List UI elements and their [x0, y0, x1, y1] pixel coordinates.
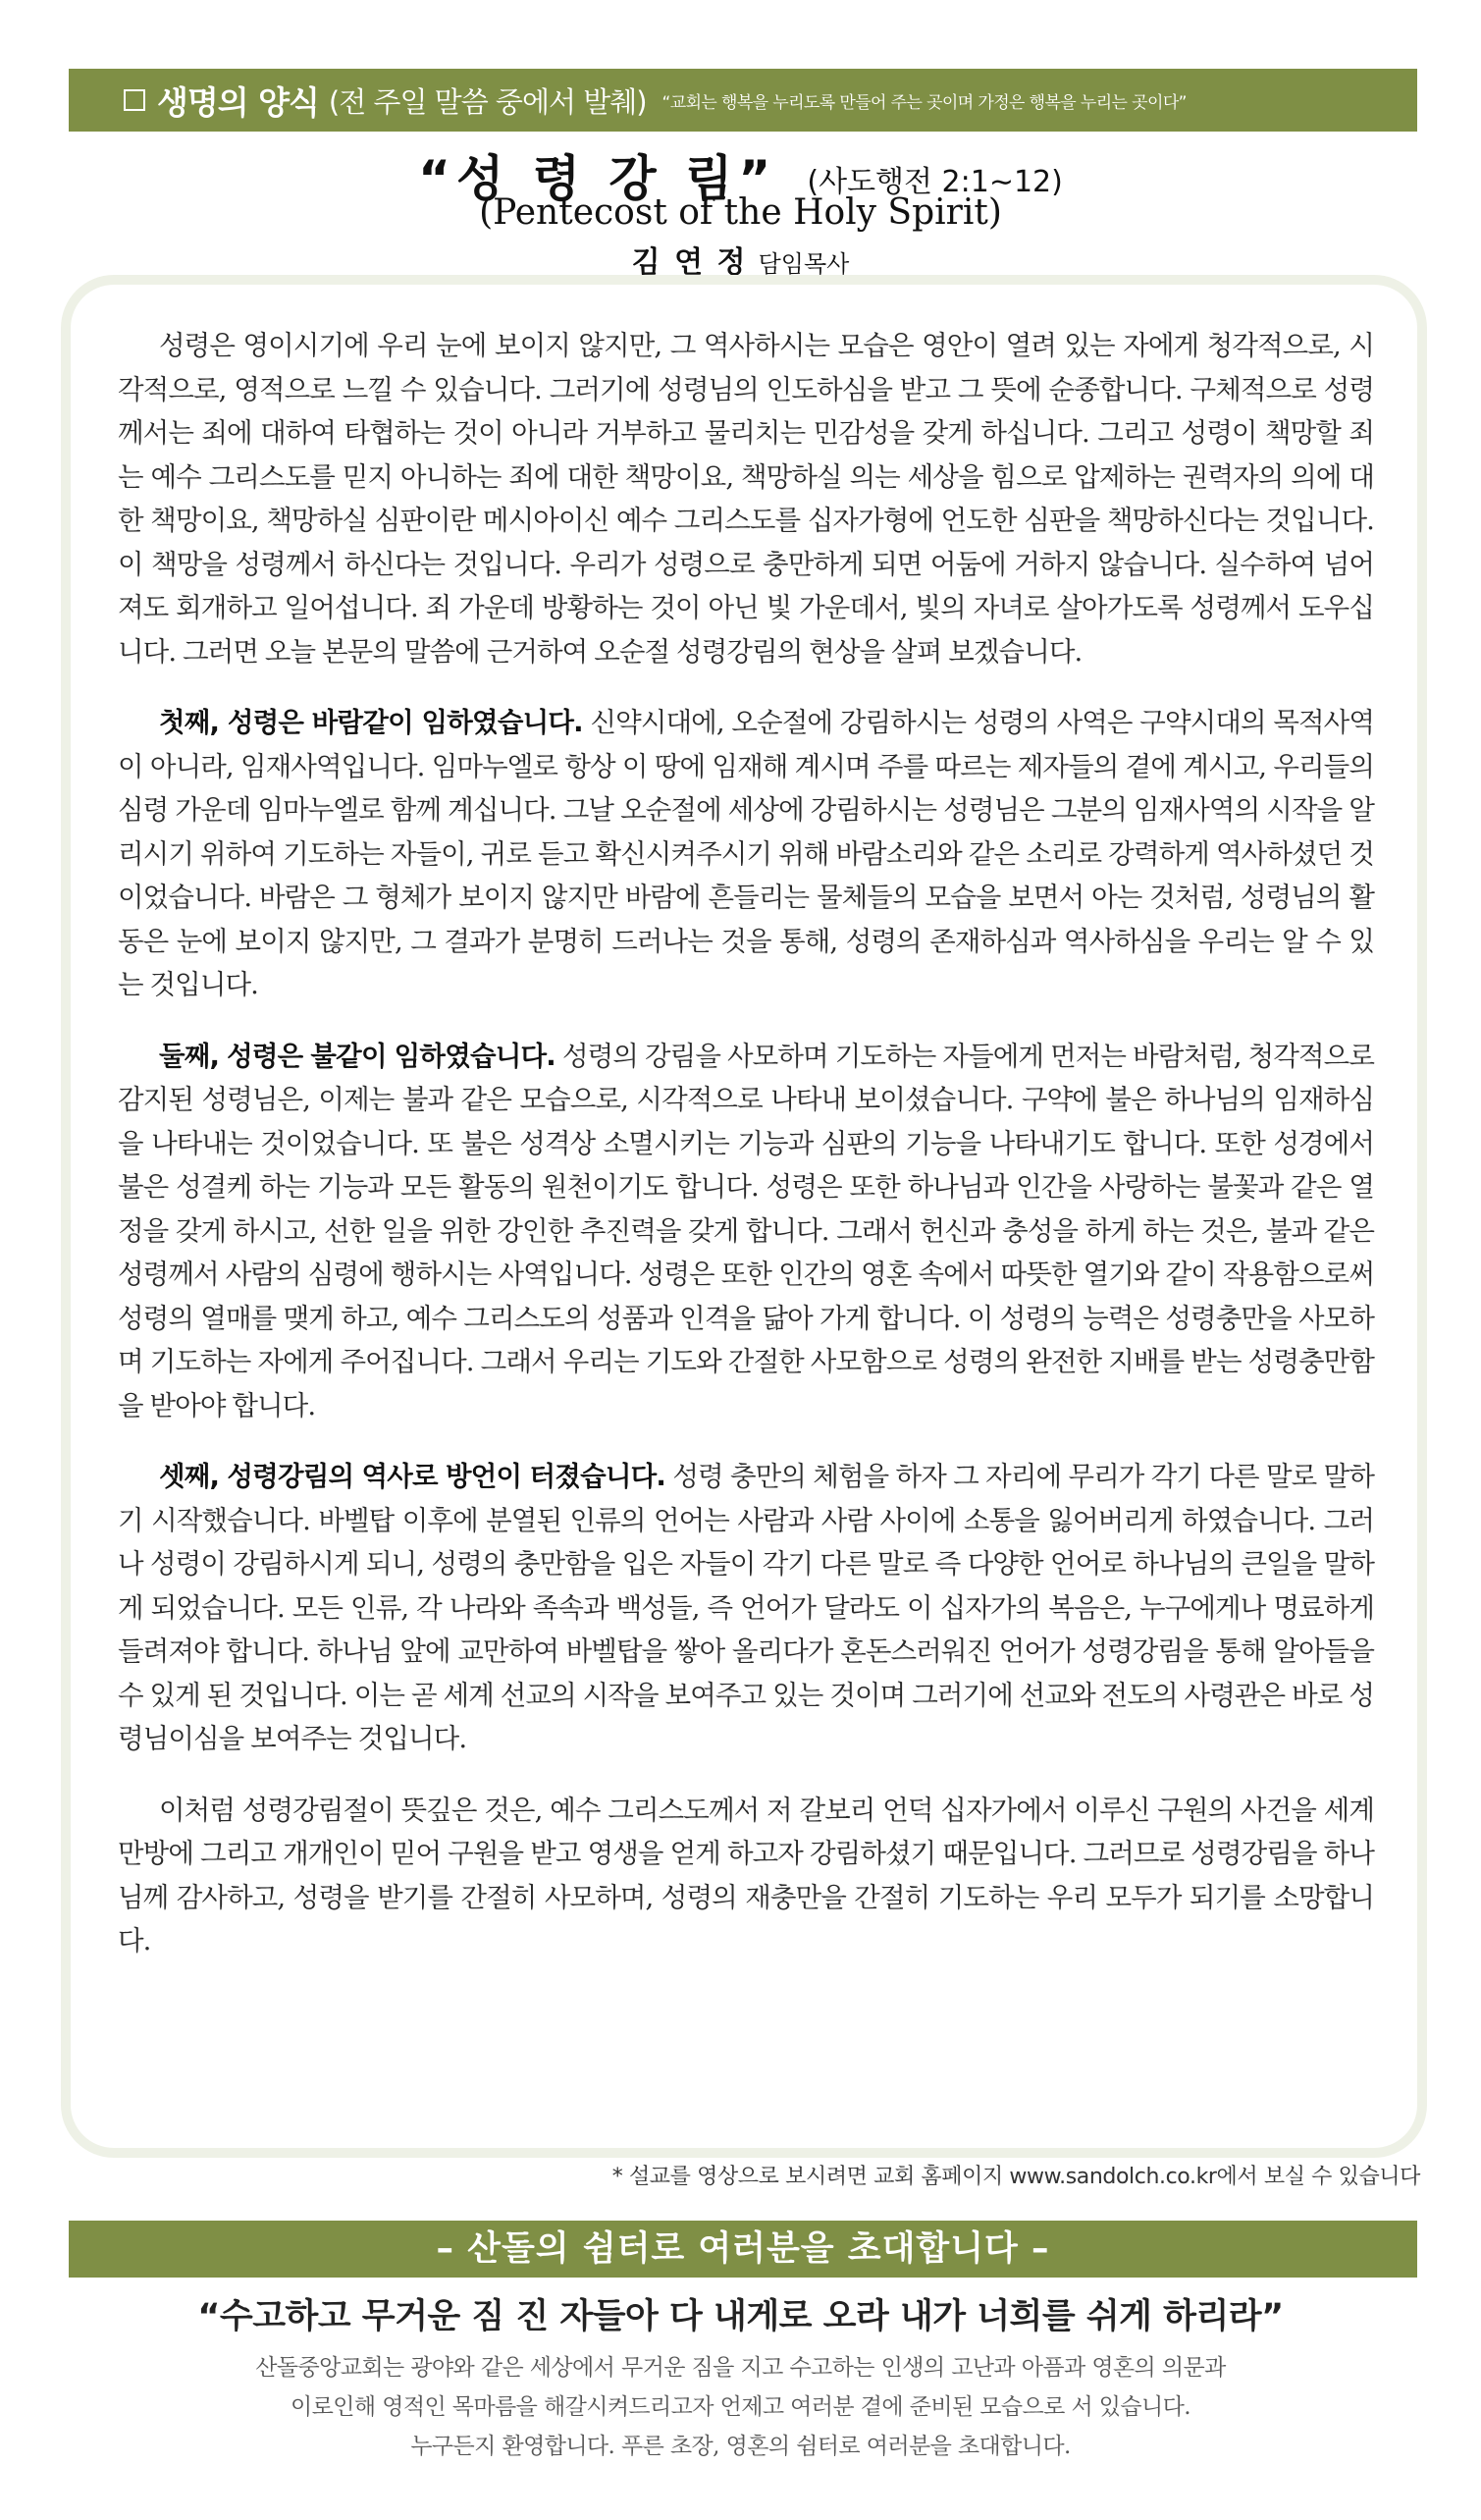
source-note: (전 주일 말씀 중에서 발췌) [328, 84, 647, 119]
paragraph-text: 성령의 강림을 사모하며 기도하는 자들에게 먼저는 바람처럼, 청각적으로 감지된 성령님은, 이제는 불과 같은 모습으로, 시각적으로 나타내 보이셨습니다. 구약에 불은 하나님의 임재하심을 나타내는 것이었습니다. 또 불은 성격상 소멸시키는 기능과 심판의 기능을 나타내기도 합니다. 또한 성경에서 불은 성결케 하는 기능과 모든 활동의 원천이기도 합니다. 성령은 또한 하나님과 인간을 사랑하는 불꽃과 같은 열정을 갖게 하시고, 선한 일을 위한 강인한 추진력을 갖게 합니다. 그래서 헌신과 충성을 하게 하는 것은, 불과 같은 성령께서 사람의 심령에 행하시는 사역입니다. 성령은 또한 인간의 영혼 속에서 따뜻한 열기와 같이 작용함으로써 성령의 열매를 맺게 하고, 예수 그리스도의 성품과 인격을 닮아 가게 합니다. 이 성령의 능력은 성령충만을 사모하며 기도하는 자에게 주어집니다. 그래서 우리는 기도와 간절한 사모함으로 성령의 완전한 지배를 받는 성령충만함을 받아야 합니다. [118, 1040, 1374, 1421]
sermon-title: “성 령 강 림” [418, 150, 777, 207]
paragraph-lead: 둘째, 성령은 불같이 임하였습니다. [159, 1040, 555, 1072]
paragraph-text: 성령은 영이시기에 우리 눈에 보이지 않지만, 그 역사하시는 모습은 영안이 열려 있는 자에게 청각적으로, 시각적으로, 영적으로 느낄 수 있습니다. 그러기에 성령님의 인도하심을 받고 그 뜻에 순종합니다. 구체적으로 성령께서는 죄에 대하여 타협하는 것이 아니라 거부하고 물리치는 민감성을 갖게 하십니다. 그리고 성령이 책망할 죄는 예수 그리스도를 믿지 아니하는 죄에 대한 책망이요, 책망하실 의는 세상을 힘으로 압제하는 권력자의 의에 대한 책망이요, 책망하실 심판이란 메시아이신 예수 그리스도를 십자가형에 언도한 심판을 책망하신다는 것입니다. 이 책망을 성령께서 하신다는 것입니다. 우리가 성령으로 충만하게 되면 어둠에 거하지 않습니다. 실수하여 넘어져도 회개하고 일어섭니다. 죄 가운데 방황하는 것이 아닌 빛 가운데서, 빛의 자녀로 살아가도록 성령께서 도우십니다. 그러면 오늘 본문의 말씀에 근거하여 오순절 성령강림의 현상을 살펴 보겠습니다. [118, 330, 1374, 668]
paragraph-lead: 첫째, 성령은 바람같이 임하였습니다. [159, 707, 583, 738]
preacher-name: 김 연 정 [631, 245, 748, 280]
sermon-body [118, 324, 1374, 1991]
video-note: * 설교를 영상으로 보시려면 교회 홈페이지 www.sandolch.co.kr에서 보실 수 있습니다 [611, 2165, 1420, 2189]
invitation-line: 산돌중앙교회는 광야와 같은 세상에서 무거운 짐을 지고 수고하는 인생의 고난과 아픔과 영혼의 의문과 [255, 2355, 1226, 2381]
invitation-line: 이로인해 영적인 목마름을 해갈시켜드리고자 언제고 여러분 곁에 준비된 모습으로 서 있습니다. [291, 2394, 1190, 2420]
paragraph-lead: 셋째, 성령강림의 역사로 방언이 터졌습니다. [159, 1461, 666, 1492]
invitation-quote: “수고하고 무거운 짐 진 자들아 다 내게로 오라 내가 너희를 쉬게 하리라” [197, 2297, 1284, 2336]
sermon-body-panel [71, 285, 1417, 2148]
preacher [0, 238, 1481, 281]
paragraph-text: 성령 충만의 체험을 하자 그 자리에 무리가 각기 다른 말로 말하기 시작했습니다. 바벨탑 이후에 분열된 인류의 언어는 사람과 사람 사이에 소통을 잃어버리게 하였습니다. 그러나 성령이 강림하시게 되니, 성령의 충만함을 입은 자들이 각기 다른 말로 즉 다양한 언어로 하나님의 큰일을 말하게 되었습니다. 모든 인류, 각 나라와 족속과 백성들, 즉 언어가 달라도 이 십자가의 복음은, 누구에게나 명료하게 들려져야 합니다. 하나님 앞에 교만하여 바벨탑을 쌓아 올리다가 혼돈스러워진 언어가 성령강림을 통해 알아들을 수 있게 된 것입니다. 이는 곧 세계 선교의 시작을 보여주고 있는 것이며 그러기에 선교와 전도의 사령관은 바로 성령님이심을 보여주는 것입니다. [118, 1461, 1374, 1754]
invitation-text [0, 2348, 1481, 2466]
sermon-paragraph-conclusion [118, 1789, 1374, 1963]
section-title: 생명의 양식 [157, 82, 319, 122]
paragraph-text: 이처럼 성령강림절이 뜻깊은 것은, 예수 그리스도께서 저 갈보리 언덕 십자가에서 이루신 구원의 사건을 세계만방에 그리고 개개인이 믿어 구원을 받고 영생을 얻게 하고자 강림하셨기 때문입니다. 그러므로 성령강림을 하나님께 감사하고, 성령을 받기를 간절히 사모하며, 성령의 재충만을 간절히 기도하는 우리 모두가 되기를 소망합니다. [118, 1794, 1374, 1957]
scripture-reference: (사도행전 2:1∼12) [807, 165, 1063, 199]
invitation-banner: – 산돌의 쉼터로 여러분을 초대합니다 – [69, 2221, 1417, 2278]
sermon-paragraph-intro [118, 324, 1374, 673]
sermon-paragraph-first [118, 701, 1374, 1007]
sermon-paragraph-second [118, 1035, 1374, 1428]
sermon-title-english: (Pentecost of the Holy Spirit) [479, 192, 1002, 233]
sermon-paragraph-third [118, 1455, 1374, 1761]
church-motto: “교회는 행복을 누리도록 만들어 주는 곳이며 가정은 행복을 누리는 곳이다” [661, 92, 1187, 113]
paragraph-text: 신약시대에, 오순절에 강림하시는 성령의 사역은 구약시대의 목적사역이 아니라, 임재사역입니다. 임마누엘로 항상 이 땅에 임재해 계시며 주를 따르는 제자들의 곁에 계시고, 우리들의 심령 가운데 임마누엘로 함께 계십니다. 그날 오순절에 세상에 강림하시는 성령님은 그분의 임재사역의 시작을 알리시기 위하여 기도하는 자들이, 귀로 듣고 확신시켜주시기 위해 바람소리와 같은 소리로 강력하게 역사하셨던 것이었습니다. 바람은 그 형체가 보이지 않지만 바람에 흔들리는 물체들의 모습을 보면서 아는 것처럼, 성령님의 활동은 눈에 보이지 않지만, 그 결과가 분명히 드러나는 것을 통해, 성령의 존재하심과 역사하심을 우리는 알 수 있는 것입니다. [118, 707, 1375, 1000]
preacher-role: 담임목사 [758, 250, 850, 278]
invitation-line: 누구든지 환영합니다. 푸른 초장, 영혼의 쉼터로 여러분을 초대합니다. [410, 2434, 1071, 2459]
square-icon [124, 89, 145, 111]
top-banner [69, 69, 1417, 132]
